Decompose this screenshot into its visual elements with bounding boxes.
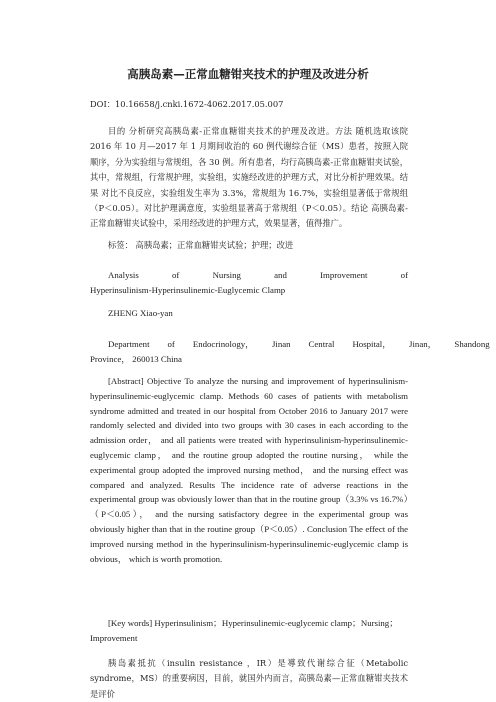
affiliation-word: Jinan bbox=[271, 339, 291, 349]
body-start: 胰岛素抵抗（insulin resistance ，IR）是導致代谢综合征（Metabolic syndrome，MS）的重要病因，目前，就国外内而言，高胰岛素—正常血糖钳夹技术是评价 bbox=[90, 658, 408, 699]
title-word: Analysis bbox=[108, 270, 139, 280]
affiliation-word: of bbox=[167, 339, 175, 349]
affiliation bbox=[90, 337, 490, 367]
affiliation-word: Central bbox=[308, 339, 335, 349]
title-word: of bbox=[172, 270, 180, 280]
english-title-line1 bbox=[90, 268, 408, 283]
abstract-en: [Abstract] Objective To analyze the nursing and improvement of hyperinsulinism- hyperinsulinemic-euglycemic clamp. Methods 60 cases of patients with metabolism syndrome admitted and treated in our hospital from October 2016 to January 2017 were randomly selected and divided into two groups with 30 cases in each according to the admission order， and all patients were treated with hyperinsulinism-hyperinsulinemic-euglycemic clamp， and the routine group adopted the routine nursing， while the experimental group adopted the improved nursing method， and the nursing effect was compared and analyzed. Results The incidence rate of adverse reactions in the experimental group was obviously lower than that in the routine group（3.3% vs 16.7%）（P＜0.05）， and the nursing satisfactory degree in the experimental group was obviously higher than that in the routine group（P＜0.05）. Conclusion The effect of the improved nursing method in the hyperinsulinism-hyperinsulinemic-euglycemic clamp is obvious， which is worth promotion. bbox=[90, 376, 408, 564]
english-title bbox=[90, 268, 408, 298]
affiliation-word: Jinan， bbox=[409, 339, 437, 349]
doi: DOI：10.16658/j.cnki.1672-4062.2017.05.007 bbox=[90, 99, 284, 109]
affiliation-word: Department bbox=[108, 339, 150, 349]
affiliation-line2: Province， 260013 China bbox=[90, 353, 182, 364]
title-word: and bbox=[274, 270, 287, 280]
title-word: Improvement bbox=[320, 270, 368, 280]
affiliation-word: Endocrinology， bbox=[192, 339, 254, 349]
paper-title: 高胰岛素—正常血糖钳夹技术的护理及改进分析 bbox=[127, 67, 369, 81]
english-title-line2: Hyperinsulinism-Hyperinsulinemic-Euglycemic Clamp bbox=[90, 284, 286, 295]
title-word: of bbox=[400, 270, 408, 280]
title-word: Nursing bbox=[212, 270, 241, 280]
affiliation-word: Shandong bbox=[454, 339, 490, 349]
keywords-en: [Key words] Hyperinsulinism；Hyperinsulinemic-euglycemic clamp；Nursing；Improvement bbox=[90, 618, 398, 643]
keywords-cn: 标签： 高胰岛素；正常血糖钳夹试验；护理；改进 bbox=[108, 240, 294, 250]
author-en: ZHENG Xiao-yan bbox=[108, 308, 173, 318]
abstract-cn: 目的 分析研究高胰岛素-正常血糖钳夹技术的护理及改进。方法 随机选取该院 2016 年 10 月—2017 年 1 月期间收治的 60 例代谢综合征（MS）患者，按照入院顺序，分为实验组与常规组，各 30 例。所有患者，均行高胰岛素-正常血糖钳夹试验，其中，常规组，行常规护理，实验组，实施经改进的护理方式，对比分析护理效果。结果 对比不良反应，实验组发生率为 3.3%，常规组为 16.7%，实验组显著低于常规组（P＜0.05）。对比护理满意度，实验组显著高于常规组（P＜0.05）。结论 高胰岛素-正常血糖钳夹试验中，采用经改进的护理方式，效果显著，值得推广。 bbox=[90, 126, 408, 229]
affiliation-word: Hospital， bbox=[352, 339, 392, 349]
affiliation-line1 bbox=[90, 337, 490, 352]
